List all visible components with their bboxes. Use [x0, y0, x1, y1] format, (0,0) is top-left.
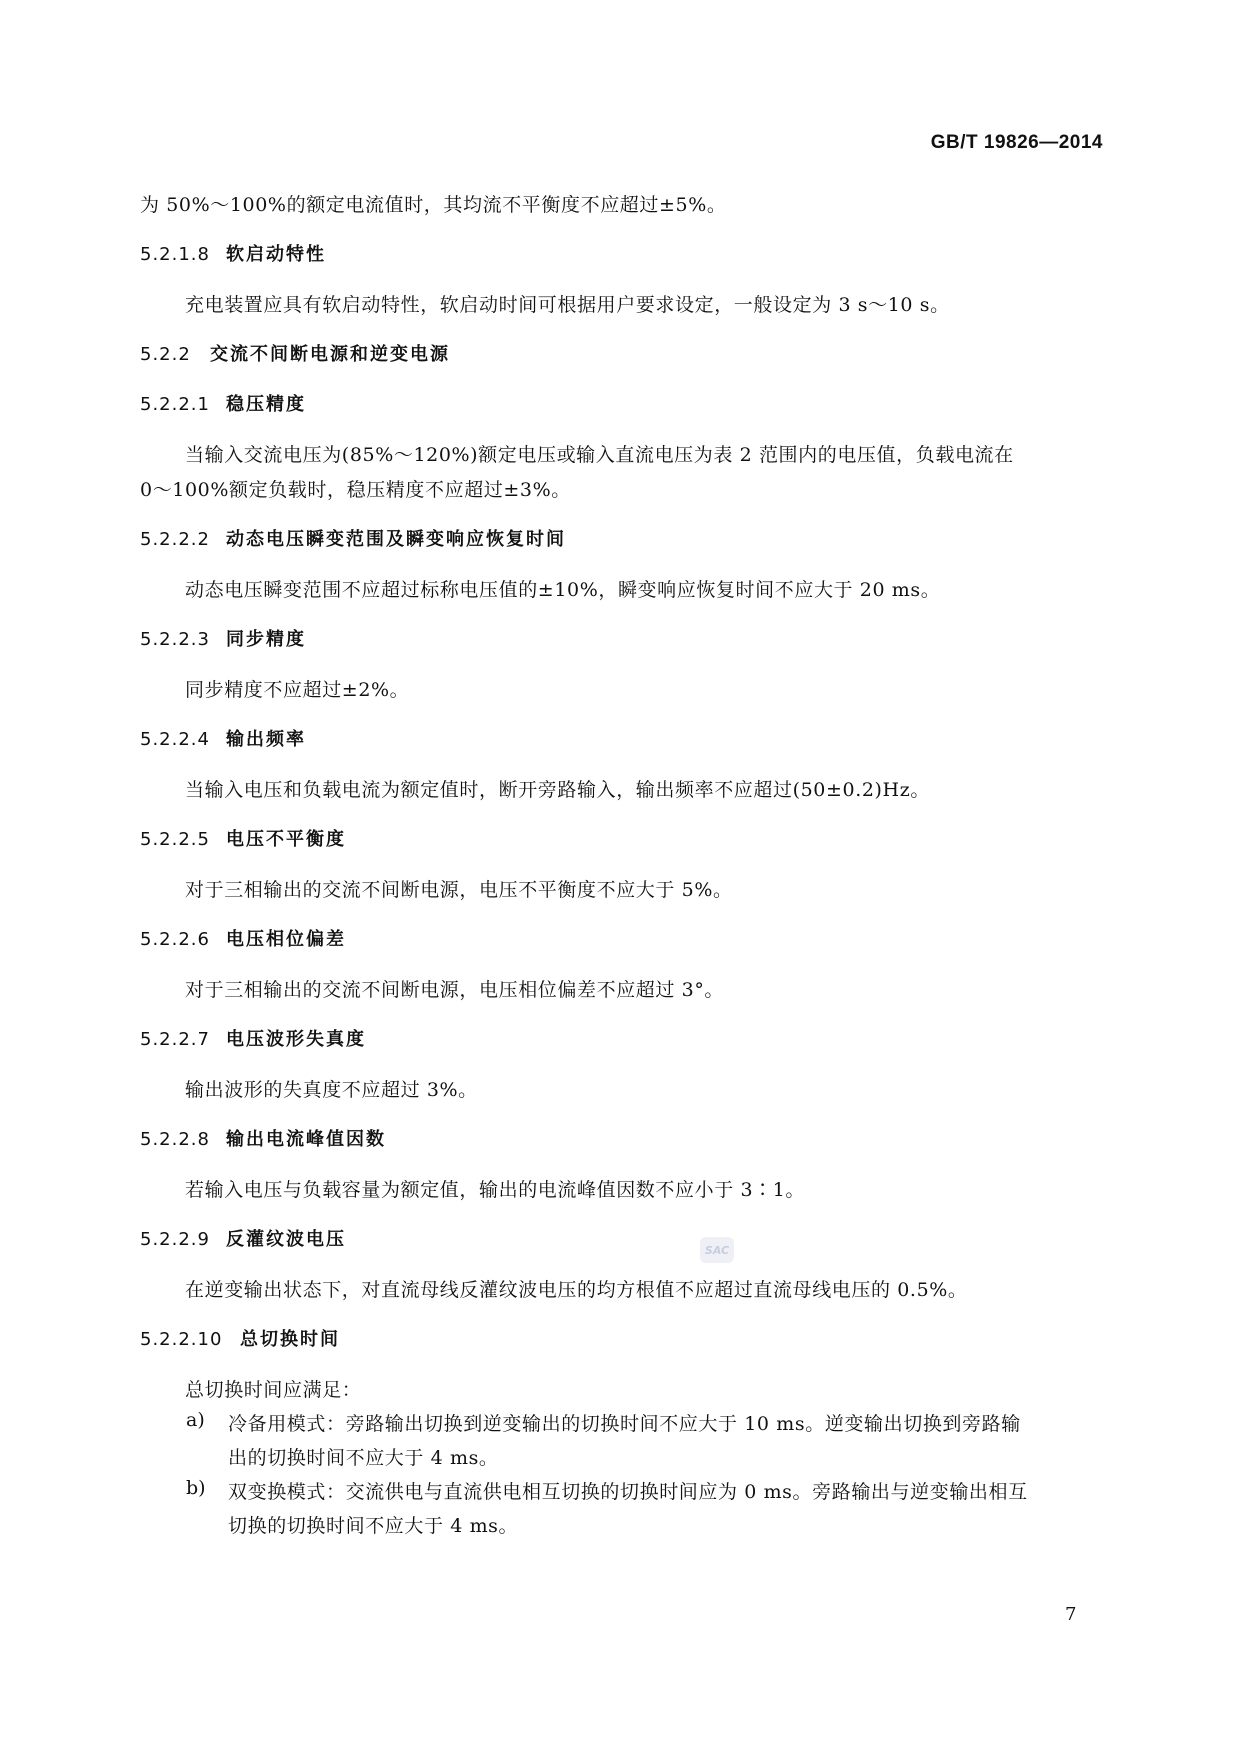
section-intro: 总切换时间应满足： [185, 1379, 362, 1401]
section-body: 动态电压瞬变范围不应超过标称电压值的±10%，瞬变响应恢复时间不应大于 20 ms。 [185, 579, 941, 601]
section-body: 同步精度不应超过±2%。 [185, 679, 410, 701]
section-title: 电压相位偏差 [226, 929, 346, 950]
section-number: 5.2.2.9 [140, 1229, 210, 1250]
section-body: 充电装置应具有软启动特性，软启动时间可根据用户要求设定，一般设定为 3 s～10 s。 [185, 294, 950, 316]
page-number: 7 [1065, 1604, 1077, 1625]
section-body: 对于三相输出的交流不间断电源，电压相位偏差不应超过 3°。 [185, 979, 725, 1001]
section-heading-5-2-2-4 [140, 725, 306, 751]
section-number: 5.2.2.2 [140, 529, 210, 550]
section-number: 5.2.2.10 [140, 1329, 223, 1350]
list-marker-a: a) [186, 1409, 205, 1431]
section-heading-5-2-2-9 [140, 1225, 346, 1251]
section-body: 当输入电压和负载电流为额定值时，断开旁路输入，输出频率不应超过(50±0.2)Hz。 [185, 779, 930, 801]
section-heading-5-2-2-3 [140, 625, 306, 651]
section-title: 软启动特性 [226, 244, 326, 265]
section-body-line-2: 0～100%额定负载时，稳压精度不应超过±3%。 [140, 479, 571, 501]
section-heading-5-2-2-7 [140, 1025, 366, 1051]
section-number: 5.2.2.1 [140, 394, 210, 415]
section-title: 反灌纹波电压 [226, 1229, 346, 1250]
section-number: 5.2.2.3 [140, 629, 210, 650]
section-title: 稳压精度 [226, 394, 306, 415]
section-title: 输出频率 [226, 729, 306, 750]
section-title: 输出电流峰值因数 [226, 1129, 386, 1150]
section-heading-5-2-2-6 [140, 925, 346, 951]
section-number: 5.2.2 [140, 344, 191, 365]
section-title: 同步精度 [226, 629, 306, 650]
section-number: 5.2.2.7 [140, 1029, 210, 1050]
section-number: 5.2.1.8 [140, 244, 210, 265]
section-heading-5-2-2-8 [140, 1125, 386, 1151]
list-marker-b: b) [186, 1477, 206, 1499]
section-title: 动态电压瞬变范围及瞬变响应恢复时间 [226, 529, 566, 550]
section-heading-5-2-1-8 [140, 240, 326, 266]
continuation-text: 为 50%～100%的额定电流值时，其均流不平衡度不应超过±5%。 [140, 194, 727, 216]
section-body: 对于三相输出的交流不间断电源，电压不平衡度不应大于 5%。 [185, 879, 733, 901]
list-item-a-line-2: 出的切换时间不应大于 4 ms。 [228, 1447, 499, 1469]
section-heading-5-2-2-5 [140, 825, 346, 851]
standard-code: GB/T 19826—2014 [930, 132, 1103, 153]
section-number: 5.2.2.8 [140, 1129, 210, 1150]
section-body: 在逆变输出状态下，对直流母线反灌纹波电压的均方根值不应超过直流母线电压的 0.5%。 [185, 1279, 968, 1301]
section-number: 5.2.2.4 [140, 729, 210, 750]
section-body-line-1: 当输入交流电压为(85%～120%)额定电压或输入直流电压为表 2 范围内的电压值，负载电流在 [185, 444, 1014, 466]
section-heading-5-2-2 [140, 340, 450, 366]
section-number: 5.2.2.6 [140, 929, 210, 950]
section-heading-5-2-2-10 [140, 1325, 340, 1351]
section-body: 若输入电压与负载容量为额定值，输出的电流峰值因数不应小于 3∶1。 [185, 1179, 806, 1201]
section-title: 交流不间断电源和逆变电源 [210, 344, 450, 365]
list-item-b-line-1: 双变换模式：交流供电与直流供电相互切换的切换时间应为 0 ms。旁路输出与逆变输出相互 [228, 1481, 1028, 1503]
section-heading-5-2-2-1 [140, 390, 306, 416]
section-heading-5-2-2-2 [140, 525, 566, 551]
section-title: 总切换时间 [240, 1329, 340, 1350]
section-number: 5.2.2.5 [140, 829, 210, 850]
section-title: 电压不平衡度 [226, 829, 346, 850]
list-item-a-line-1: 冷备用模式：旁路输出切换到逆变输出的切换时间不应大于 10 ms。逆变输出切换到旁路输 [228, 1413, 1021, 1435]
section-body: 输出波形的失真度不应超过 3%。 [185, 1079, 478, 1101]
section-title: 电压波形失真度 [226, 1029, 366, 1050]
sac-watermark-logo: SAC [700, 1237, 734, 1263]
list-item-b-line-2: 切换的切换时间不应大于 4 ms。 [228, 1515, 519, 1537]
